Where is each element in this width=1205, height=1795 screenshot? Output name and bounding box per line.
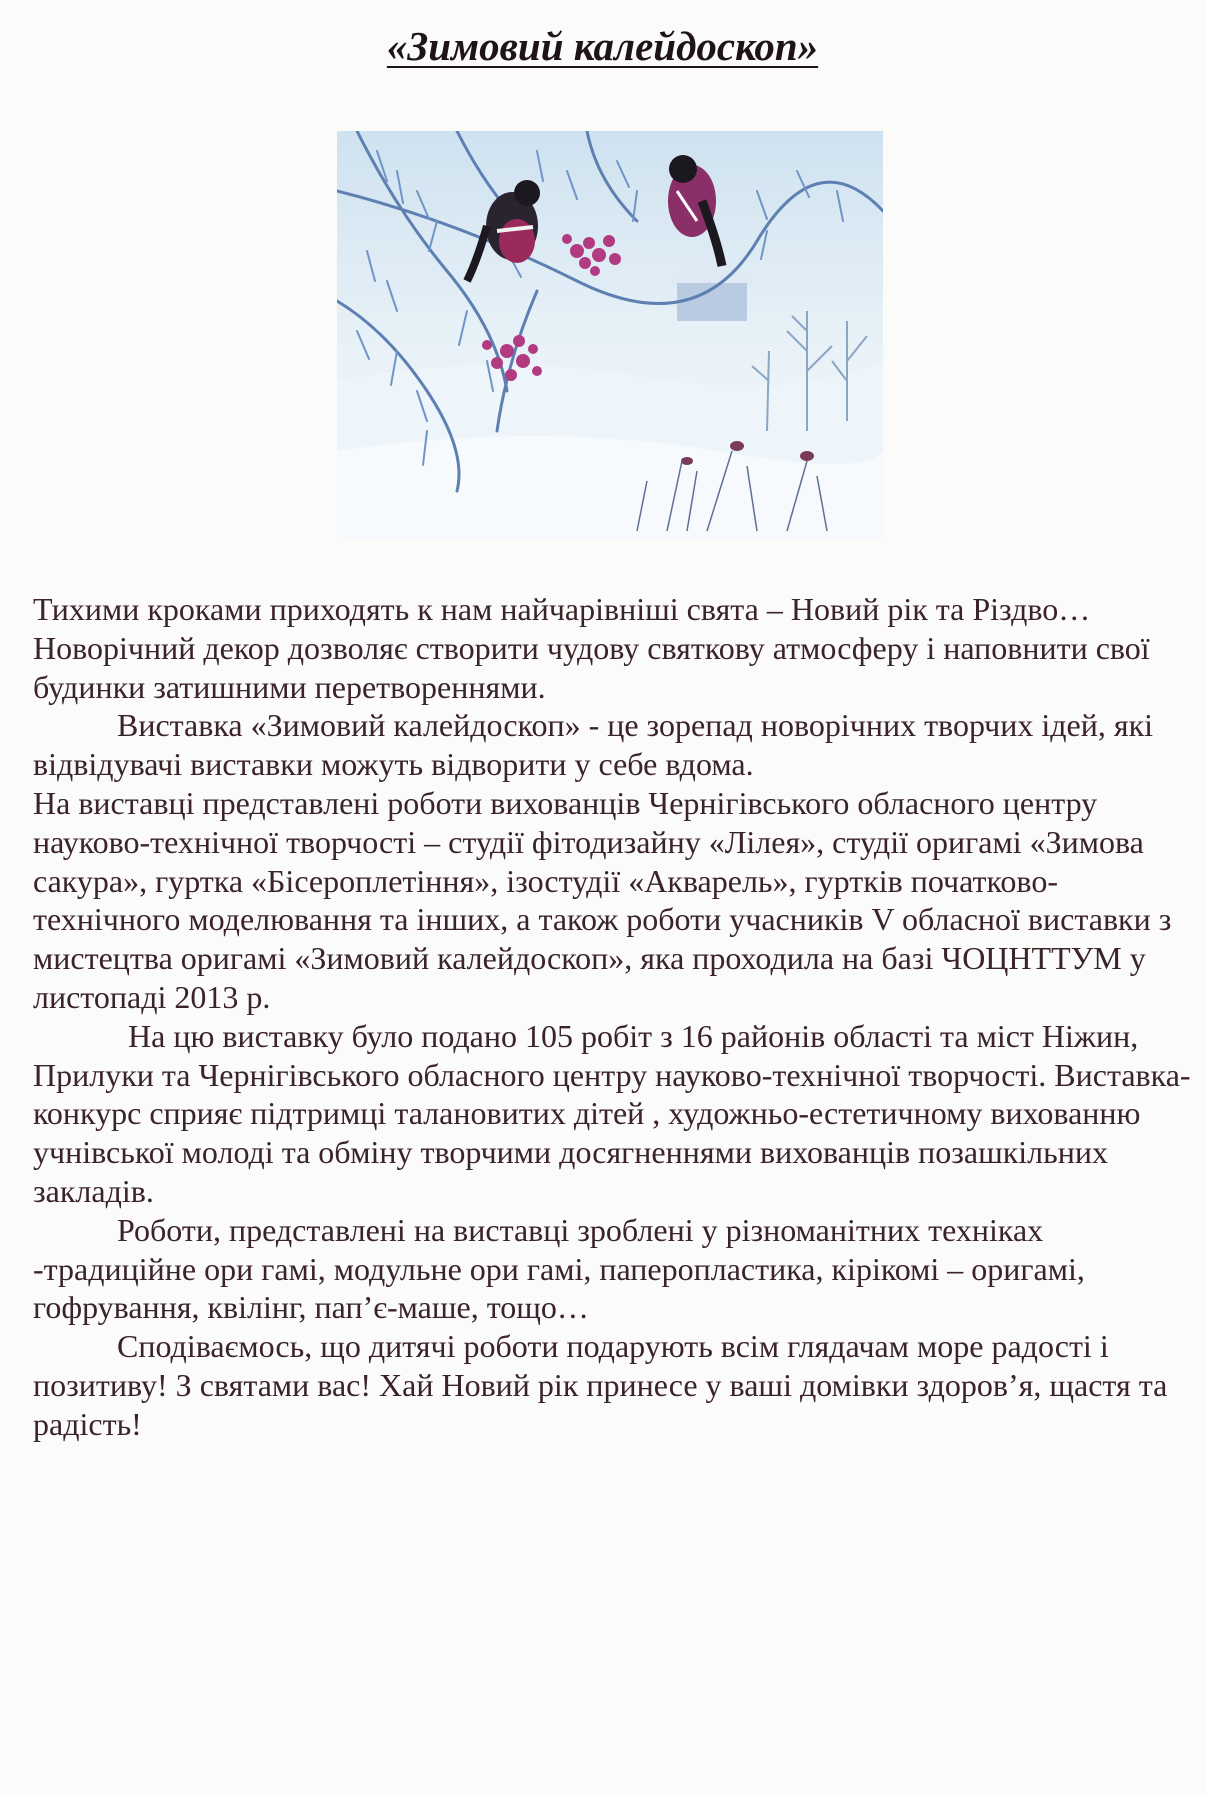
paragraph-1: Тихими кроками приходять к нам найчарівніші свята – Новий рік та Різдво…	[33, 591, 1091, 627]
document-body	[33, 590, 1193, 1444]
paragraph-7: Сподіваємось, що дитячі роботи подарують всім глядачам море радості і позитиву! З святами вас! Хай Новий рік принесе у ваші домівки здоров’я, щастя та радість!	[33, 1328, 1168, 1442]
winter-bullfinch-painting-icon	[337, 131, 883, 539]
paragraph-2: Новорічний декор дозволяє створити чудову святкову атмосферу і наповнити свої будинки затишними перетвореннями.	[33, 629, 1150, 705]
paragraph-5: На цю виставку було подано 105 робіт з 16 районів області та міст Ніжин, Прилуки та Чернігівського обласного центру науково-технічної творчості. Виставка-конкурс сприяє підтримці талановитих дітей , художньо-естетичному вихованню учнівської молоді та обміну творчими досягненнями вихованців позашкільних закладів.	[33, 1017, 1191, 1209]
paragraph-3: Виставка «Зимовий калейдоскоп» - це зорепад новорічних творчих ідей, які відвідувачі виставки можуть відворити у себе вдома.	[33, 707, 1154, 783]
title-text: «Зимовий калейдоскоп»	[386, 23, 819, 69]
document-title	[0, 22, 1205, 70]
paragraph-6: Роботи, представлені на виставці зроблені у різноманітних техніках -традиційне ори гамі, модульне ори гамі, паперопластика, кірікомі – оригамі, гофрування, квілінг, пап’є-маше, тощо…	[33, 1211, 1085, 1326]
paragraph-4: На виставці представлені роботи вихованців Чернігівського обласного центру науково-технічної творчості – студії фітодизайну «Лілея», студії оригамі «Зимова сакура», гуртка «Бісероплетіння», ізостудії «Акварель», гуртків початково-технічного моделювання та інших, а також роботи учасників V обласної виставки з мистецтва оригамі «Зимовий калейдоскоп», яка проходила на базі ЧОЦНТТУМ у листопаді 2013 р.	[33, 784, 1172, 1015]
